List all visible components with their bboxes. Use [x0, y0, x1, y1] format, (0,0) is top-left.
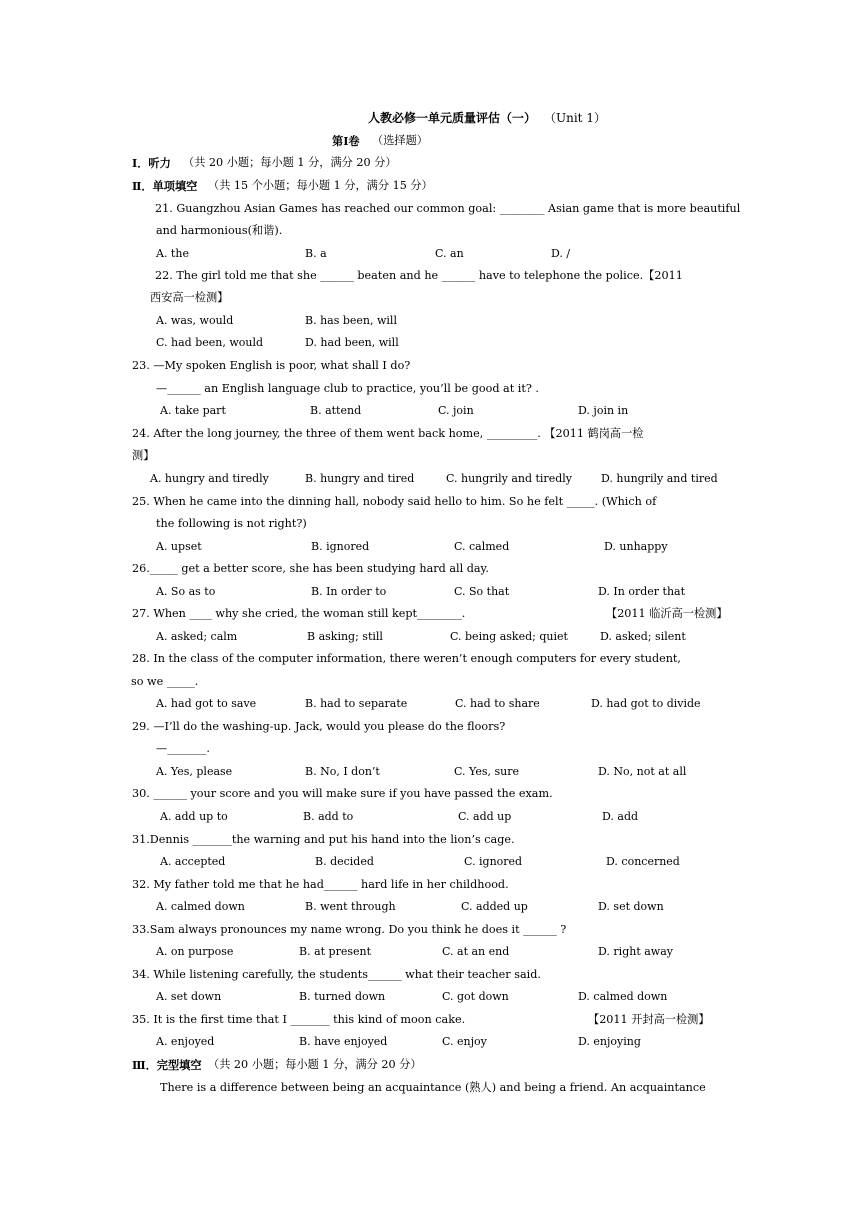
exam-page: 人教必修一单元质量评估（一） （Unit 1） 第Ⅰ卷 （选择题） Ⅰ．听力 （共 20 小题；每小题 1 分，满分 20 分） Ⅱ．单项填空 （共 15 个小题；每小题 1 分，满分 15 分） 21. Guangzhou Asian Games has reached our common goal: ________ Asian game that is more beautiful and harmonious(和谐). A. the B. a C. an D. / 22. The girl told me that she ______ beaten and he ______ have to telephone the police.【2011 西安高一检测】 A. was, would B. has been, will C. had been, would D. had been, will 23. —My spoken English is poor, what shall I do? —______ an English language club to practice, you’ll be good at it? . A. take part B. attend C. join D. join in 24. After the long journey, the three of them went back home, _________. 【2011 鹤岗高一检 测】 A. hungry and tiredly B. hungry and tired C. hungrily and tiredly D. hungrily and tired 25. When he came into the dinning hall, nobody said hello to him. So he felt _____. (Which of the following is not right?) A. upset B. ignored C. calmed D. unhappy 26._____ get a better score, she has been studying hard all day. A. So as to B. In order to C. So that D. In order that 27. When ____ why she cried, the woman still kept________. 【2011 临沂高一检测】 A. asked; calm B asking; still C. being asked; quiet D. asked; silent 28. In the class of the computer information, there weren’t enough computers for every student, so we _____. A. had got to save B. had to separate C. had to share D. had got to divide 29. —I’ll do the washing-up. Jack, would you please do the floors? —_______. A. Yes, please B. No, I don’t C. Yes, sure D. No, not at all 30. ______ your score and you will make sure if you have passed the exam. A. add up to B. add to C. add up D. add 31.Dennis _______the warning and put his hand into the lion’s cage. A. accepted B. decided C. ignored D. concerned 32. My father told me that he had______ hard life in her childhood. A. calmed down B. went through C. added up D. set down 33.Sam always pronounces my name wrong. Do you think he does it ______ ? A. on purpose B. at present C. at an end D. right away 34. While listening carefully, the students______ what their teacher said. A. set down B. turned down C. got down D. calmed down 35. It is the first time that I _______ this kind of moon cake. 【2011 开封高一检测】 A. enjoyed B. have enjoyed C. enjoy D. enjoying Ⅲ．完型填空 （共 20 小题；每小题 1 分，满分 20 分） There is a difference between being an acquaintance (熟人) and being a friend. An acquaintance	[131, 111, 741, 1094]
